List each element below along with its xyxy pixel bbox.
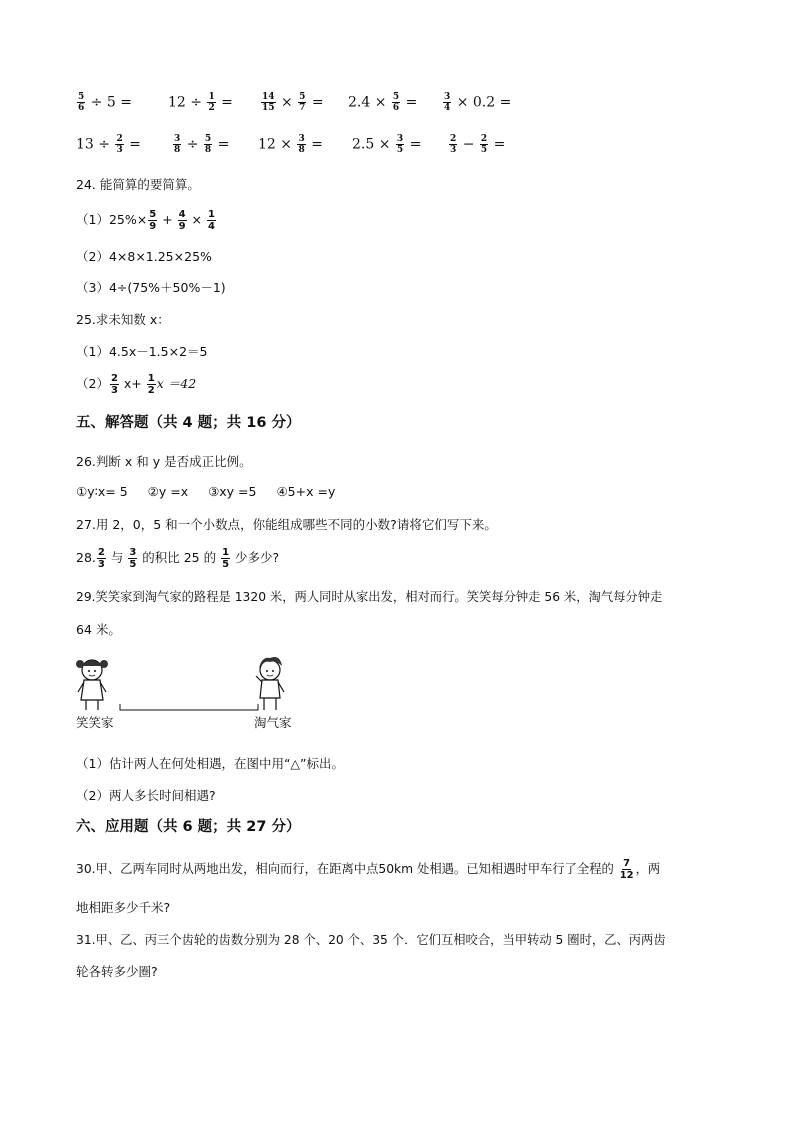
fraction: $\frac{2}{3}$ [97, 547, 105, 570]
calc-row-2 [76, 134, 716, 156]
section-heading-6: 六、应用题（共 6 题；共 27 分） [76, 819, 301, 835]
fraction: $\frac{5}{6}$ [392, 92, 400, 113]
q29-sub1: （1）估计两人在何处相遇，在图中用“△”标出。 [76, 756, 345, 771]
fraction: $\frac{3}{4}$ [444, 92, 451, 113]
road-line [120, 704, 258, 710]
fraction: $\frac{3}{8}$ [298, 134, 305, 155]
q26-option-3: ③xy =5 [208, 484, 257, 499]
q24-part2: （2）4×8×1.25×25% [76, 249, 212, 264]
fraction: $\frac{3}{5}$ [396, 134, 404, 155]
taoqi-figure [256, 657, 284, 710]
right-home-label: 淘气家 [254, 715, 292, 730]
fraction: $\frac{5}{7}$ [299, 92, 306, 113]
q25-title: 25.求未知数 x： [76, 312, 170, 327]
q24-part1: （1）25%× $\frac{5}{9}$ + $\frac{4}{9}$ × $\frac{1}{4}$ [76, 209, 215, 232]
calc-item-4: 2.4 × $\frac{5}{6}$ = [348, 92, 418, 113]
fraction: $\frac{5}{9}$ [149, 209, 157, 232]
q29-sub2: （2）两人多长时间相遇? [76, 788, 216, 803]
fraction: $\frac{5}{6}$ [78, 92, 85, 113]
calc-item-8: 12 × $\frac{3}{8}$ = [258, 134, 323, 155]
q26-option-4: ④5+x =y [276, 484, 336, 499]
q25-part1: （1）4.5x－1.5×2＝5 [76, 344, 208, 359]
calc-item-7: $\frac{3}{8}$ ÷ $\frac{5}{8}$ = [174, 134, 230, 155]
calc-item-9: 2.5 × $\frac{3}{5}$ = [352, 134, 422, 155]
section-heading-5: 五、解答题（共 4 题；共 16 分） [76, 415, 301, 431]
fraction: $\frac{5}{8}$ [204, 134, 212, 155]
q30-line1: 30.甲、乙两车同时从两地出发，相向而行，在距离中点50km 处相遇。已知相遇时甲车行了全程的 $\frac{7}{12}$ ，两 [76, 858, 661, 881]
fraction: $\frac{2}{5}$ [480, 134, 488, 155]
fraction: $\frac{7}{12}$ [619, 858, 634, 881]
q28-text: 28. $\frac{2}{3}$ 与 $\frac{3}{5}$ 的积比 25 的 $\frac{1}{5}$ 少多少? [76, 547, 280, 570]
fraction: $\frac{1}{4}$ [208, 209, 215, 232]
calc-item-3: $\frac{14}{15}$ × $\frac{5}{7}$ = [262, 92, 324, 113]
calc-item-2: 12 ÷ $\frac{1}{2}$ = [168, 92, 233, 113]
q25-part2: （2） $\frac{2}{3}$ x+ $\frac{1}{2}$ x ＝42 [76, 373, 197, 396]
q26-option-2: ②y =x [147, 484, 189, 499]
q31-line1: 31.甲、乙、丙三个齿轮的齿数分别为 28 个、20 个、35 个．它们互相咬合，当甲转动 5 圈时，乙、丙两齿 [76, 933, 666, 947]
q26-title: 26.判断 x 和 y 是否成正比例。 [76, 454, 252, 469]
fraction: $\frac{2}{3}$ [450, 134, 457, 155]
calc-item-10: $\frac{2}{3}$ − $\frac{2}{5}$ = [450, 134, 506, 155]
fraction: $\frac{1}{2}$ [208, 92, 215, 113]
q29-line1: 29.笑笑家到淘气家的路程是 1320 米，两人同时从家出发，相对而行。笑笑每分钟走 56 米，淘气每分钟走 [76, 590, 663, 604]
q31-line2: 轮各转多少圈? [76, 964, 158, 979]
q24-title: 24. 能简算的要简算。 [76, 177, 200, 192]
q26-option-1: ①y∶x= 5 [76, 484, 128, 499]
q30-line2: 地相距多少千米? [76, 900, 171, 915]
q26-options [76, 484, 335, 499]
left-home-label: 笑笑家 [76, 715, 114, 730]
fraction: $\frac{2}{3}$ [110, 373, 118, 396]
calc-item-6: 13 ÷ $\frac{2}{3}$ = [76, 134, 141, 155]
q27-text: 27.用 2，0，5 和一个小数点，你能组成哪些不同的小数?请将它们写下来。 [76, 517, 497, 532]
q24-part3: （3）4÷(75%＋50%－1) [76, 280, 226, 295]
fraction: $\frac{4}{9}$ [178, 209, 186, 232]
fraction: $\frac{14}{15}$ [262, 92, 275, 113]
fraction: $\frac{3}{5}$ [129, 547, 137, 570]
fraction: $\frac{3}{8}$ [174, 134, 181, 155]
fraction: $\frac{1}{5}$ [222, 547, 230, 570]
q29-line2: 64 米。 [76, 622, 121, 637]
calc-item-5: $\frac{3}{4}$ × 0.2 = [444, 92, 512, 113]
calc-item-1: $\frac{5}{6}$ ÷ 5 = [78, 92, 132, 113]
fraction: $\frac{1}{2}$ [147, 373, 155, 396]
xiaoxiao-figure [76, 660, 108, 710]
calc-row-1 [76, 92, 716, 114]
fraction: $\frac{2}{3}$ [116, 134, 123, 155]
